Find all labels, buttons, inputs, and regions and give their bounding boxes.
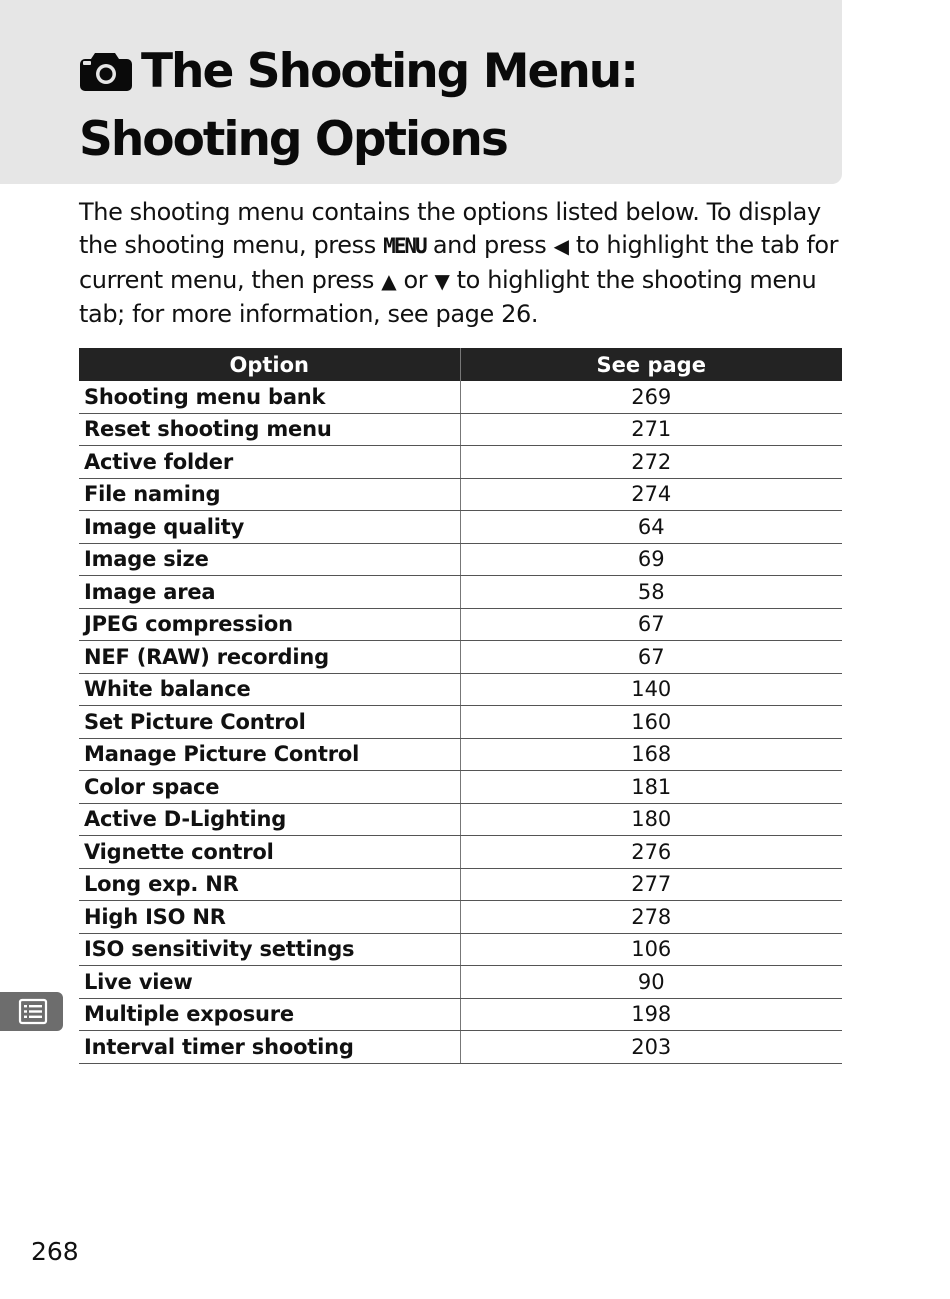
table-row [79,413,842,446]
page-reference: 69 [460,543,842,576]
option-name: White balance [79,673,460,706]
table-row [79,738,842,771]
table-row [79,998,842,1031]
page-reference: 67 [460,641,842,674]
page-reference: 181 [460,771,842,804]
table-row [79,901,842,934]
page-reference: 274 [460,478,842,511]
page-title [79,40,637,172]
option-name: Reset shooting menu [79,413,460,446]
intro-text-4: or [396,265,435,294]
option-name: ISO sensitivity settings [79,933,460,966]
intro-text-3: to highlight the tab for current menu, then press [79,231,839,294]
up-arrow-icon: ▲ [381,268,397,293]
option-name: Interval timer shooting [79,1031,460,1064]
table-row [79,478,842,511]
left-arrow-icon: ◀ [553,234,569,259]
table-row [79,836,842,869]
page-reference: 106 [460,933,842,966]
page-reference: 90 [460,966,842,999]
page-reference: 272 [460,446,842,479]
table-row [79,381,842,413]
table-row [79,543,842,576]
option-name: Image quality [79,511,460,544]
option-name: High ISO NR [79,901,460,934]
option-name: Live view [79,966,460,999]
option-name: NEF (RAW) recording [79,641,460,674]
table-row [79,868,842,901]
option-name: Active D-Lighting [79,803,460,836]
page-reference: 278 [460,901,842,934]
option-name: Active folder [79,446,460,479]
page-reference: 203 [460,1031,842,1064]
page-reference: 64 [460,511,842,544]
option-name: Multiple exposure [79,998,460,1031]
table-row [79,706,842,739]
table-row [79,966,842,999]
title-line-2: Shooting Options [79,112,507,167]
option-name: Manage Picture Control [79,738,460,771]
table-row [79,608,842,641]
page-reference: 160 [460,706,842,739]
table-row [79,576,842,609]
intro-text-5: to highlight the shooting menu tab; for more information, see page 26. [79,265,817,328]
option-name: Vignette control [79,836,460,869]
table-row [79,446,842,479]
intro-paragraph [79,196,849,331]
option-name: Color space [79,771,460,804]
page-reference: 67 [460,608,842,641]
page-reference: 168 [460,738,842,771]
table-row [79,641,842,674]
table-row [79,511,842,544]
page-reference: 276 [460,836,842,869]
table-row [79,673,842,706]
intro-text-2: and press [425,231,554,260]
page-reference: 198 [460,998,842,1031]
option-name: JPEG compression [79,608,460,641]
options-table [79,348,842,1064]
title-text-1: The Shooting Menu: [141,44,638,99]
menu-button-symbol: MENU [383,234,426,259]
page-number: 268 [31,1237,79,1266]
page-reference: 140 [460,673,842,706]
table-row [79,933,842,966]
table-row [79,771,842,804]
menu-list-icon [18,998,48,1025]
title-line-1 [79,40,637,108]
page-reference: 271 [460,413,842,446]
option-name: File naming [79,478,460,511]
option-name: Image size [79,543,460,576]
section-side-tab [0,992,63,1031]
option-name: Set Picture Control [79,706,460,739]
column-header-see-page: See page [460,348,842,381]
table-row [79,1031,842,1064]
option-name: Image area [79,576,460,609]
table-header-row [79,348,842,381]
page-reference: 58 [460,576,842,609]
option-name: Shooting menu bank [79,381,460,413]
intro-text-1: The shooting menu contains the options listed below. To display the shooting menu, press [79,198,821,260]
column-header-option: Option [79,348,460,381]
page-reference: 277 [460,868,842,901]
down-arrow-icon: ▼ [434,268,450,293]
table-row [79,803,842,836]
option-name: Long exp. NR [79,868,460,901]
camera-icon [79,44,133,108]
page-reference: 269 [460,381,842,413]
page-reference: 180 [460,803,842,836]
